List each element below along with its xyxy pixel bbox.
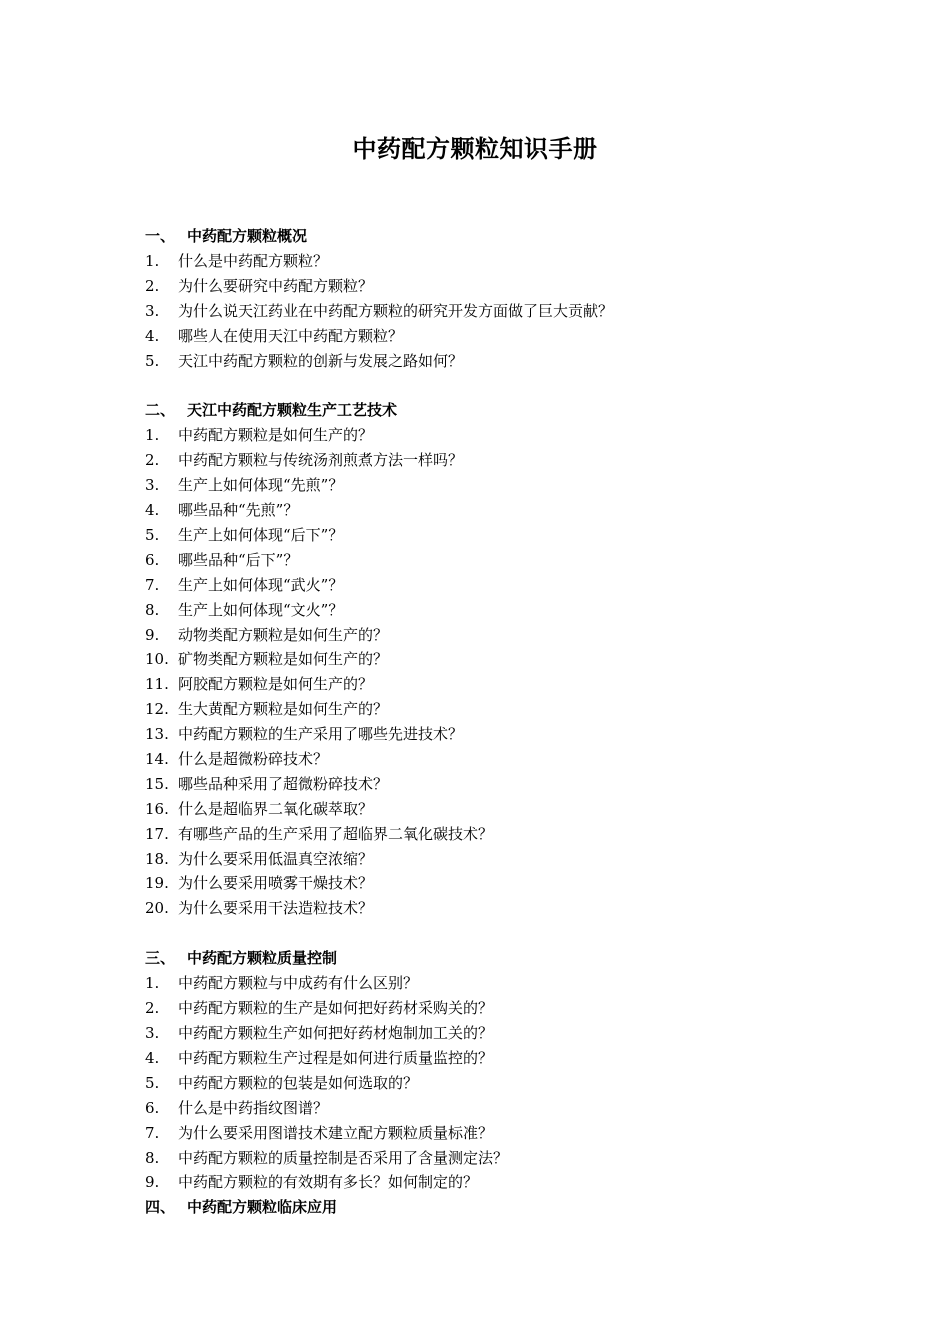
question-item xyxy=(145,249,825,274)
section-number: 四、 xyxy=(145,1198,176,1217)
question-number: 7. xyxy=(145,1123,160,1142)
question-item xyxy=(145,623,825,648)
document-title: 中药配方颗粒知识手册 xyxy=(352,134,598,163)
section-heading xyxy=(145,224,825,249)
question-item xyxy=(145,448,825,473)
question-text: 什么是超微粉碎技术？ xyxy=(178,750,329,769)
question-text: 生大黄配方颗粒是如何生产的？ xyxy=(178,700,389,719)
question-text: 为什么说天江药业在中药配方颗粒的研究开发方面做了巨大贡献？ xyxy=(178,301,614,320)
document-content xyxy=(145,224,825,1220)
question-item xyxy=(145,598,825,623)
question-number: 5. xyxy=(145,526,160,545)
section-heading-text: 中药配方颗粒临床应用 xyxy=(187,1198,338,1217)
section-heading xyxy=(145,398,825,423)
question-number: 1. xyxy=(145,252,160,270)
question-number: 3. xyxy=(145,1024,160,1043)
question-number: 7. xyxy=(145,575,160,594)
section-spacer xyxy=(145,921,825,946)
question-text: 为什么要采用喷雾干燥技术？ xyxy=(178,874,374,893)
question-text: 中药配方颗粒与中成药有什么区别？ xyxy=(178,974,419,993)
question-text: 中药配方颗粒生产如何把好药材炮制加工关的？ xyxy=(178,1024,494,1043)
question-item xyxy=(145,896,825,921)
question-number: 11. xyxy=(145,675,169,694)
section-heading-text: 中药配方颗粒概况 xyxy=(187,227,308,245)
question-item xyxy=(145,1046,825,1071)
section-spacer xyxy=(145,373,825,398)
question-text: 中药配方颗粒是如何生产的？ xyxy=(178,426,374,445)
question-text: 天江中药配方颗粒的创新与发展之路如何？ xyxy=(178,351,464,370)
question-item xyxy=(145,1021,825,1046)
question-number: 18. xyxy=(145,849,169,868)
question-number: 20. xyxy=(145,899,169,918)
question-text: 生产上如何体现“后下”？ xyxy=(178,526,344,545)
question-number: 5. xyxy=(145,351,160,370)
question-text: 为什么要采用图谱技术建立配方颗粒质量标准？ xyxy=(178,1123,494,1142)
question-text: 哪些品种“后下”？ xyxy=(178,550,299,569)
question-item xyxy=(145,1096,825,1121)
section-heading-text: 中药配方颗粒质量控制 xyxy=(187,949,338,968)
section-heading xyxy=(145,1195,825,1220)
question-text: 哪些品种“先煎”？ xyxy=(178,501,299,520)
section-number: 一、 xyxy=(145,227,176,245)
question-item xyxy=(145,672,825,697)
section-number: 三、 xyxy=(145,949,176,968)
question-text: 中药配方颗粒的质量控制是否采用了含量测定法？ xyxy=(178,1148,509,1167)
question-text: 为什么要采用干法造粒技术？ xyxy=(178,899,374,918)
question-number: 19. xyxy=(145,874,169,893)
question-text: 中药配方颗粒的包装是如何选取的？ xyxy=(178,1073,419,1092)
question-item xyxy=(145,772,825,797)
question-item xyxy=(145,1071,825,1096)
question-item xyxy=(145,1146,825,1171)
question-item xyxy=(145,847,825,872)
question-number: 1. xyxy=(145,974,160,993)
question-text: 动物类配方颗粒是如何生产的？ xyxy=(178,625,389,644)
question-item xyxy=(145,498,825,523)
question-number: 3. xyxy=(145,301,160,320)
question-text: 为什么要采用低温真空浓缩？ xyxy=(178,849,374,868)
question-text: 有哪些产品的生产采用了超临界二氧化碳技术？ xyxy=(178,824,494,843)
section-heading-text: 天江中药配方颗粒生产工艺技术 xyxy=(187,401,398,420)
question-item xyxy=(145,822,825,847)
question-number: 2. xyxy=(145,999,160,1018)
question-item xyxy=(145,697,825,722)
question-item xyxy=(145,349,825,374)
question-number: 2. xyxy=(145,451,160,470)
section-number: 二、 xyxy=(145,401,176,420)
question-text: 什么是中药配方颗粒？ xyxy=(178,252,329,270)
question-text: 哪些人在使用天江中药配方颗粒？ xyxy=(178,326,404,345)
question-number: 4. xyxy=(145,326,160,345)
question-number: 5. xyxy=(145,1073,160,1092)
question-number: 9. xyxy=(145,1173,160,1192)
question-number: 10. xyxy=(145,650,169,669)
question-number: 13. xyxy=(145,725,169,744)
question-number: 8. xyxy=(145,1148,160,1167)
question-number: 15. xyxy=(145,774,169,793)
question-text: 中药配方颗粒的生产是如何把好药材采购关的？ xyxy=(178,999,494,1018)
question-number: 8. xyxy=(145,600,160,619)
question-number: 1. xyxy=(145,426,160,445)
question-number: 6. xyxy=(145,550,160,569)
question-text: 什么是中药指纹图谱？ xyxy=(178,1098,329,1117)
question-text: 矿物类配方颗粒是如何生产的？ xyxy=(178,650,389,669)
section-heading xyxy=(145,946,825,971)
question-item xyxy=(145,274,825,299)
question-number: 17. xyxy=(145,824,169,843)
question-number: 6. xyxy=(145,1098,160,1117)
question-number: 4. xyxy=(145,501,160,520)
question-number: 4. xyxy=(145,1048,160,1067)
question-item xyxy=(145,1121,825,1146)
question-text: 生产上如何体现“文火”？ xyxy=(178,600,344,619)
question-text: 中药配方颗粒的生产采用了哪些先进技术？ xyxy=(178,725,464,744)
question-text: 生产上如何体现“先煎”？ xyxy=(178,476,344,495)
question-item xyxy=(145,573,825,598)
question-item xyxy=(145,996,825,1021)
question-number: 2. xyxy=(145,276,160,295)
question-text: 什么是超临界二氧化碳萃取？ xyxy=(178,799,374,818)
question-item xyxy=(145,871,825,896)
question-item xyxy=(145,523,825,548)
question-text: 中药配方颗粒与传统汤剂煎煮方法一样吗？ xyxy=(178,451,464,470)
question-text: 生产上如何体现“武火”？ xyxy=(178,575,344,594)
question-number: 16. xyxy=(145,799,169,818)
question-item xyxy=(145,971,825,996)
question-number: 14. xyxy=(145,750,169,769)
question-item xyxy=(145,473,825,498)
question-item xyxy=(145,747,825,772)
question-item xyxy=(145,324,825,349)
question-text: 中药配方颗粒的有效期有多长？如何制定的？ xyxy=(178,1173,479,1192)
question-text: 哪些品种采用了超微粉碎技术？ xyxy=(178,774,389,793)
question-item xyxy=(145,299,825,324)
question-item xyxy=(145,647,825,672)
question-text: 为什么要研究中药配方颗粒？ xyxy=(178,276,374,295)
question-item xyxy=(145,548,825,573)
question-number: 9. xyxy=(145,625,160,644)
question-item xyxy=(145,797,825,822)
question-item xyxy=(145,1170,825,1195)
question-item xyxy=(145,722,825,747)
question-item xyxy=(145,423,825,448)
question-text: 阿胶配方颗粒是如何生产的？ xyxy=(178,675,374,694)
question-number: 12. xyxy=(145,700,169,719)
question-text: 中药配方颗粒生产过程是如何进行质量监控的？ xyxy=(178,1048,494,1067)
question-number: 3. xyxy=(145,476,160,495)
